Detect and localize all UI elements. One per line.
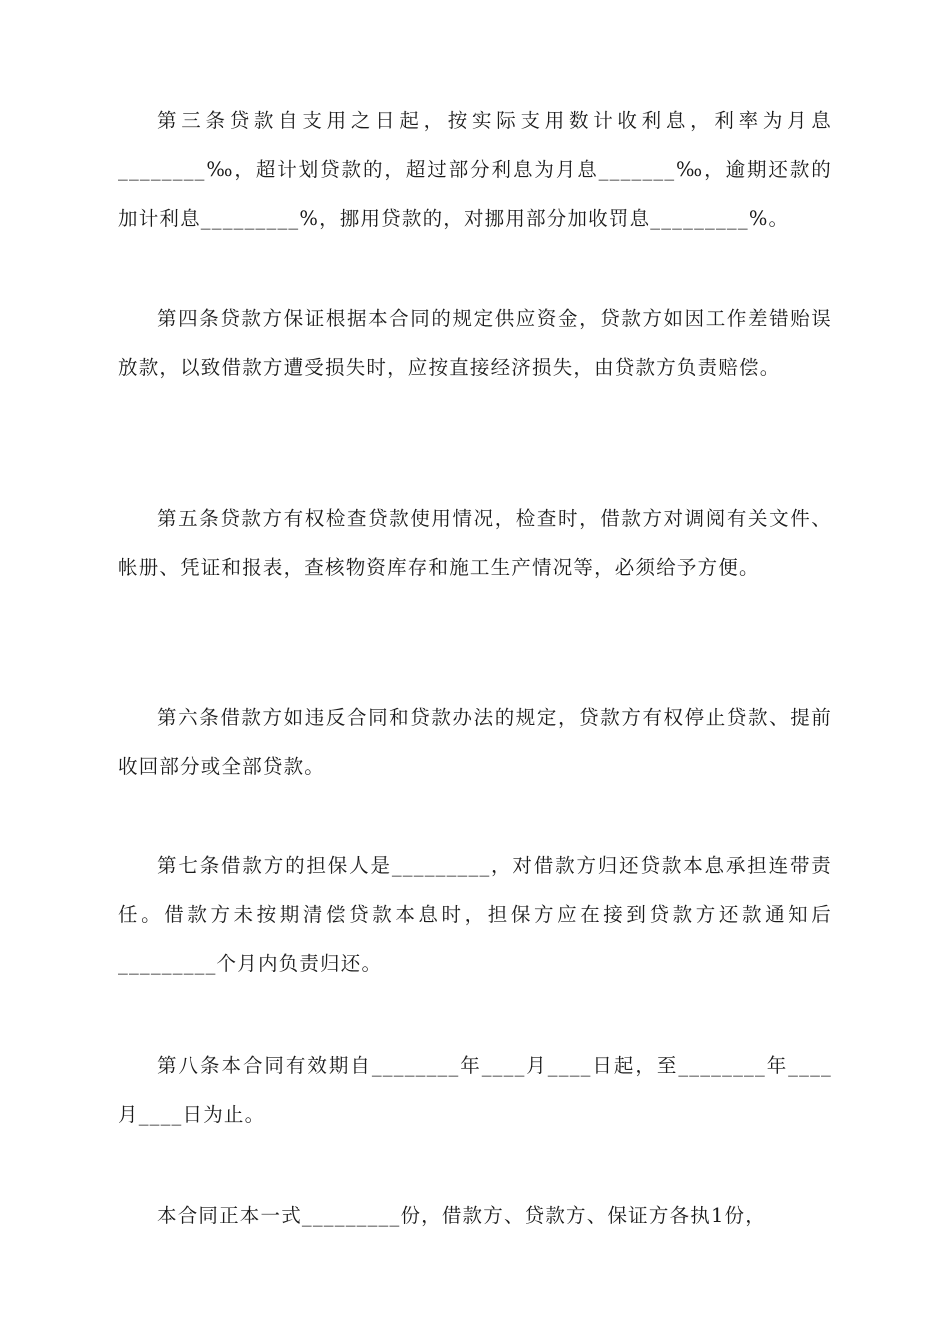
clause-8-validity-period: 第八条本合同有效期自________年____月____日起，至________年____月____日为止。 [118,1054,832,1126]
clause-7-guarantor: 第七条借款方的担保人是_________，对借款方归还贷款本息承担连带责任。借款方未按期清偿贷款本息时，担保方应在接到贷款方还款通知后_________个月内负责归还。 [118,854,832,975]
copies-clause: 本合同正本一式_________份，借款方、贷款方、保证方各执1份， [157,1204,766,1227]
clause-3-interest: 第三条贷款自支用之日起，按实际支用数计收利息，利率为月息________‰，超计划贷款的，超过部分利息为月息_______‰，逾期还款的加计利息_________%，挪用贷款的，对挪用部分加收罚息_________%。 [118,109,832,230]
clause-5-inspection-right: 第五条贷款方有权检查贷款使用情况，检查时，借款方对调阅有关文件、帐册、凭证和报表，查核物资库存和施工生产情况等，必须给予方便。 [118,507,832,579]
clause-4-lender-guarantee: 第四条贷款方保证根据本合同的规定供应资金，贷款方如因工作差错贻误放款，以致借款方遭受损失时，应按直接经济损失，由贷款方负责赔偿。 [118,307,832,379]
clause-6-breach: 第六条借款方如违反合同和贷款办法的规定，贷款方有权停止贷款、提前收回部分或全部贷款。 [118,706,832,778]
